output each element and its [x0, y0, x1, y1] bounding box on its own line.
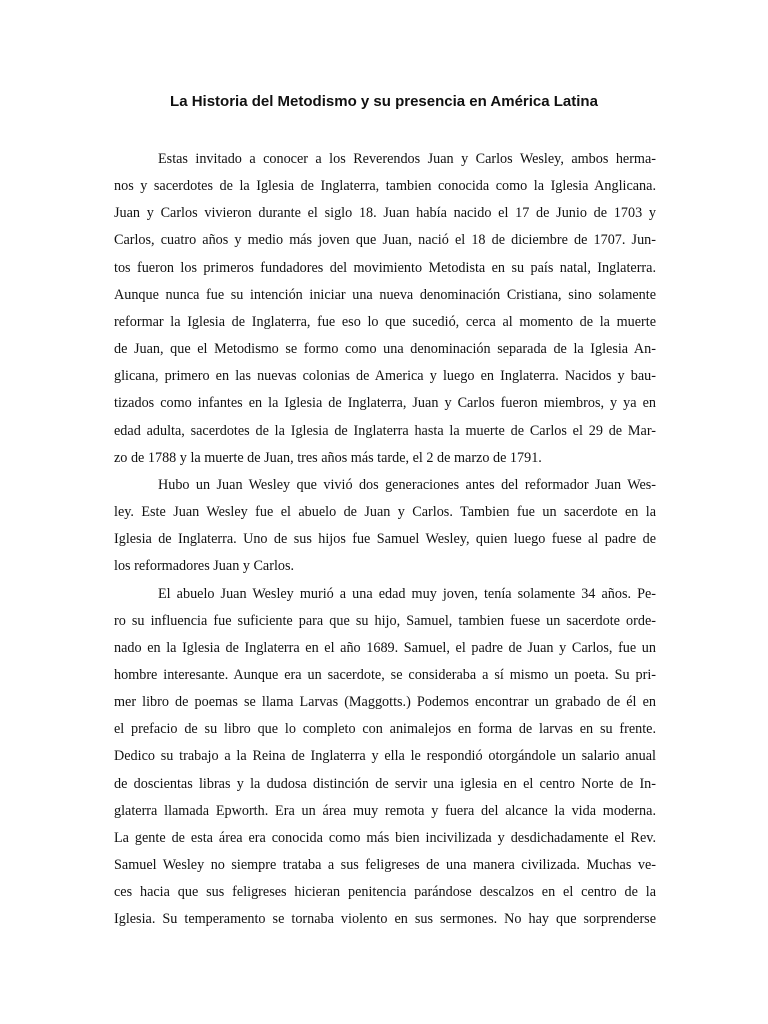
text-line: ley. Este Juan Wesley fue el abuelo de Juan y Carlos. Tambien fue un sacerdote en la: [114, 504, 656, 521]
document-title: La Historia del Metodismo y su presencia en América Latina: [170, 93, 598, 110]
text-line: zo de 1788 y la muerte de Juan, tres años más tarde, el 2 de marzo de 1791.: [114, 449, 542, 466]
text-line: Samuel Wesley no siempre trataba a sus feligreses de una manera civilizada. Muchas ve-: [114, 857, 656, 874]
text-line: los reformadores Juan y Carlos.: [114, 558, 295, 575]
text-line: ro su influencia fue suficiente para que su hijo, Samuel, tambien fuese un sacerdote orde-: [114, 612, 656, 629]
text-line: reformar la Iglesia de Inglaterra, fue eso lo que sucedió, cerca al momento de la muerte: [114, 313, 656, 330]
text-line: Iglesia de Inglaterra. Uno de sus hijos fue Samuel Wesley, quien luego fuese al padre de: [114, 531, 656, 548]
text-line: Estas invitado a conocer a los Reverendos Juan y Carlos Wesley, ambos herma-: [158, 151, 656, 167]
text-line: El abuelo Juan Wesley murió a una edad muy joven, tenía solamente 34 años. Pe-: [158, 585, 656, 602]
text-line: glicana, primero en las nuevas colonias de America y luego en Inglaterra. Nacidos y bau-: [114, 368, 656, 385]
text-line: nado en la Iglesia de Inglaterra en el año 1689. Samuel, el padre de Juan y Carlos, fue un: [114, 639, 656, 656]
text-line: edad adulta, sacerdotes de la Iglesia de Inglaterra hasta la muerte de Carlos el 29 de Mar-: [114, 422, 656, 439]
text-line: Aunque nunca fue su intención iniciar una nueva denominación Cristiana, sino solamente: [114, 286, 656, 303]
text-line: Carlos, cuatro años y medio más joven que Juan, nació el 18 de diciembre de 1707. Jun-: [114, 232, 656, 249]
text-line: de Juan, que el Metodismo se formo como una denominación separada de la Iglesia An-: [114, 341, 656, 358]
text-line: Dedico su trabajo a la Reina de Inglaterra y ella le respondió otorgándole un salario anual: [114, 748, 656, 765]
text-line: tos fueron los primeros fundadores del movimiento Metodista en su país natal, Inglaterra.: [114, 259, 656, 276]
text-line: glaterra llamada Epworth. Era un área muy remota y fuera del alcance la vida moderna.: [114, 802, 656, 819]
text-line: de doscientas libras y la dudosa distinción de servir una iglesia en el centro Norte de In-: [114, 775, 656, 792]
text-line: ces hacia que sus feligreses hicieran penitencia parándose descalzos en el centro de la: [114, 884, 656, 901]
text-line: Hubo un Juan Wesley que vivió dos generaciones antes del reformador Juan Wes-: [158, 476, 656, 493]
text-line: hombre interesante. Aunque era un sacerdote, se consideraba a sí mismo un poeta. Su pri-: [114, 666, 656, 683]
text-line: Juan y Carlos vivieron durante el siglo 18. Juan había nacido el 17 de Junio de 1703 y: [114, 205, 656, 222]
text-line: el prefacio de su libro que lo completo con animalejos en forma de larvas en su frente.: [114, 721, 656, 738]
text-line: La gente de esta área era conocida como más bien incivilizada y desdichadamente el Rev.: [114, 829, 656, 846]
document-body: [114, 148, 656, 936]
text-line: nos y sacerdotes de la Iglesia de Inglaterra, tambien conocida como la Iglesia Anglicana.: [114, 178, 656, 195]
text-line: mer libro de poemas se llama Larvas (Maggotts.) Podemos encontrar un grabado de él en: [114, 694, 656, 711]
text-line: tizados como infantes en la Iglesia de Inglaterra, Juan y Carlos fueron miembros, y ya en: [114, 395, 656, 412]
text-line: Iglesia. Su temperamento se tornaba violento en sus sermones. No hay que sorprenderse: [114, 911, 656, 928]
